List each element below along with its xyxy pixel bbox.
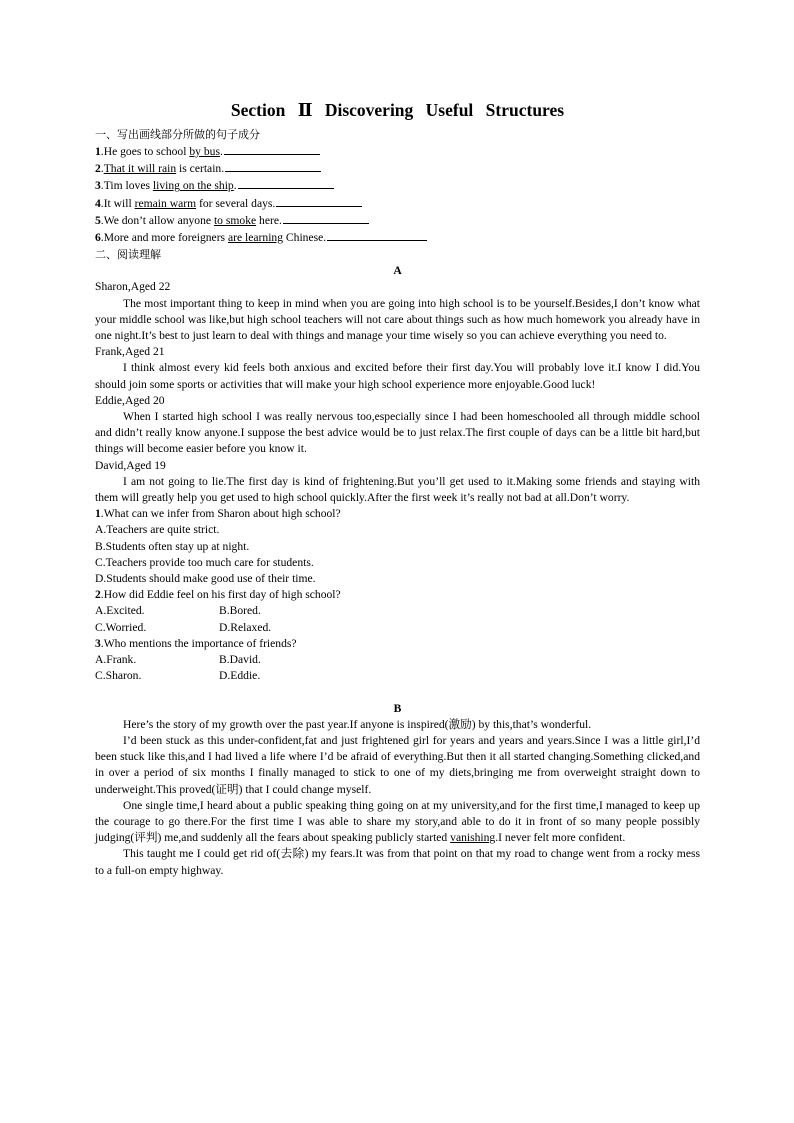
answer-blank[interactable] [276, 195, 362, 207]
underlined-part: to smoke [213, 213, 257, 227]
options-row [95, 603, 700, 619]
answer-option[interactable]: B.David. [219, 653, 261, 667]
item-number: 3 [95, 179, 101, 193]
underlined-part: are learning [227, 231, 284, 245]
item-number: 2 [95, 162, 101, 176]
exercise-item-3: 3.Tim loves living on the ship. [95, 177, 700, 194]
person-advice: The most important thing to keep in mind when you are going into high school is to be yourself.Besides,I don’t know what your middle school was like,but high school teachers will not care about things such as how much homework you already have in one night.It’s best to just learn to deal with things and manage your time wisely so you can achieve everything you need to. [95, 296, 700, 343]
answer-option[interactable]: A.Teachers are quite strict. [95, 523, 220, 537]
person-name: Eddie,Aged 20 [95, 393, 165, 407]
question-2: 2.How did Eddie feel on his first day of high school? [95, 588, 341, 602]
person-advice: I think almost every kid feels both anxious and excited before their first day.You will probably love it.I know I did.You should join some sports or activities that will make your high school experience more enjoyable.Good luck! [95, 361, 700, 391]
item-number: 4 [95, 196, 101, 210]
answer-blank[interactable] [238, 177, 334, 189]
answer-option[interactable]: A.Excited. [95, 604, 145, 618]
page-title: Section Ⅱ Discovering Useful Structures [230, 100, 565, 120]
story-paragraph: This taught me I could get rid of(去除) my fears.It was from that point on that my road to change went from a rocky mess to a full-on empty highway. [95, 847, 700, 877]
person-name: Frank,Aged 21 [95, 345, 165, 359]
worksheet-page [95, 98, 700, 879]
story-paragraph: Here’s the story of my growth over the past year.If anyone is inspired(激励) by this,that’s wonderful. [123, 717, 592, 731]
answer-option[interactable]: B.Students often stay up at night. [95, 539, 250, 553]
underlined-part: That it will rain [103, 162, 177, 176]
answer-blank[interactable] [225, 160, 321, 172]
section-a-label: A [393, 264, 402, 278]
underlined-word: vanishing [450, 831, 496, 845]
exercise-item-5: 5.We don’t allow anyone to smoke here. [95, 212, 700, 229]
question-3: 3.Who mentions the importance of friends? [95, 636, 297, 650]
exercise-item-6: 6.More and more foreigners are learning Chinese. [95, 229, 700, 246]
answer-option[interactable]: D.Students should make good use of their time. [95, 572, 316, 586]
underlined-part: living on the ship [152, 179, 234, 193]
exercise-item-2: 2.That it will rain is certain. [95, 160, 700, 177]
options-row [95, 620, 700, 636]
answer-option[interactable]: C.Sharon. [95, 669, 142, 683]
story-paragraph: One single time,I heard about a public speaking thing going on at my university,and for the first time,I managed to keep up the courage to go there.For the first time I was able to share my story,and able to do it in front of so many people possibly judging(评判) me,and suddenly all the fears about speaking publicly started vanishing.I never felt more confident. [95, 798, 700, 845]
part1-heading: 一、写出画线部分所做的句子成分 [95, 128, 260, 141]
answer-option[interactable]: C.Teachers provide too much care for students. [95, 555, 314, 569]
person-name: Sharon,Aged 22 [95, 280, 171, 294]
item-number: 1 [95, 145, 101, 158]
answer-option[interactable]: D.Eddie. [219, 669, 261, 683]
answer-blank[interactable] [283, 212, 369, 224]
item-number: 6 [95, 231, 101, 245]
answer-blank[interactable] [327, 229, 427, 241]
answer-option[interactable]: A.Frank. [95, 653, 137, 667]
underlined-part: by bus [189, 145, 220, 158]
story-paragraph: I’d been stuck as this under-confident,fat and just frightened girl for years and years and years.Since I was a little girl,I’d been stuck like this,and I had lived a life where I’d be afraid of everything.But then it all started changing.Something clicked,and in over a period of six months I finally managed to stick to one of my diets,bringing me from overweight straight down to underweight.This proved(证明) that I could change myself. [95, 733, 700, 796]
answer-blank[interactable] [224, 143, 320, 155]
exercise-item-4: 4.It will remain warm for several days. [95, 195, 700, 212]
answer-option[interactable]: C.Worried. [95, 620, 147, 634]
person-name: David,Aged 19 [95, 458, 166, 472]
options-row [95, 652, 700, 668]
options-row [95, 668, 700, 684]
item-number: 5 [95, 213, 101, 227]
part2-heading: 二、阅读理解 [95, 248, 161, 262]
question-1: 1.What can we infer from Sharon about high school? [95, 507, 341, 521]
person-advice: I am not going to lie.The first day is kind of frightening.But you’ll get used to it.Making some friends and staying with them will greatly help you get used to high school quickly.After the first week it’s really not bad at all.Don’t worry. [95, 474, 700, 505]
section-b-label: B [393, 701, 402, 715]
answer-option[interactable]: B.Bored. [219, 604, 261, 618]
answer-option[interactable]: D.Relaxed. [219, 620, 272, 634]
exercise-item-1: 1.He goes to school by bus. [95, 143, 700, 160]
underlined-part: remain warm [134, 196, 197, 210]
person-advice: When I started high school I was really nervous too,especially since I had been homeschooled all through middle school and didn’t really know anyone.I suppose the best advice would be to just relax.The first couple of days can be a little bit hard,but things will become easier before you know it. [95, 410, 700, 456]
